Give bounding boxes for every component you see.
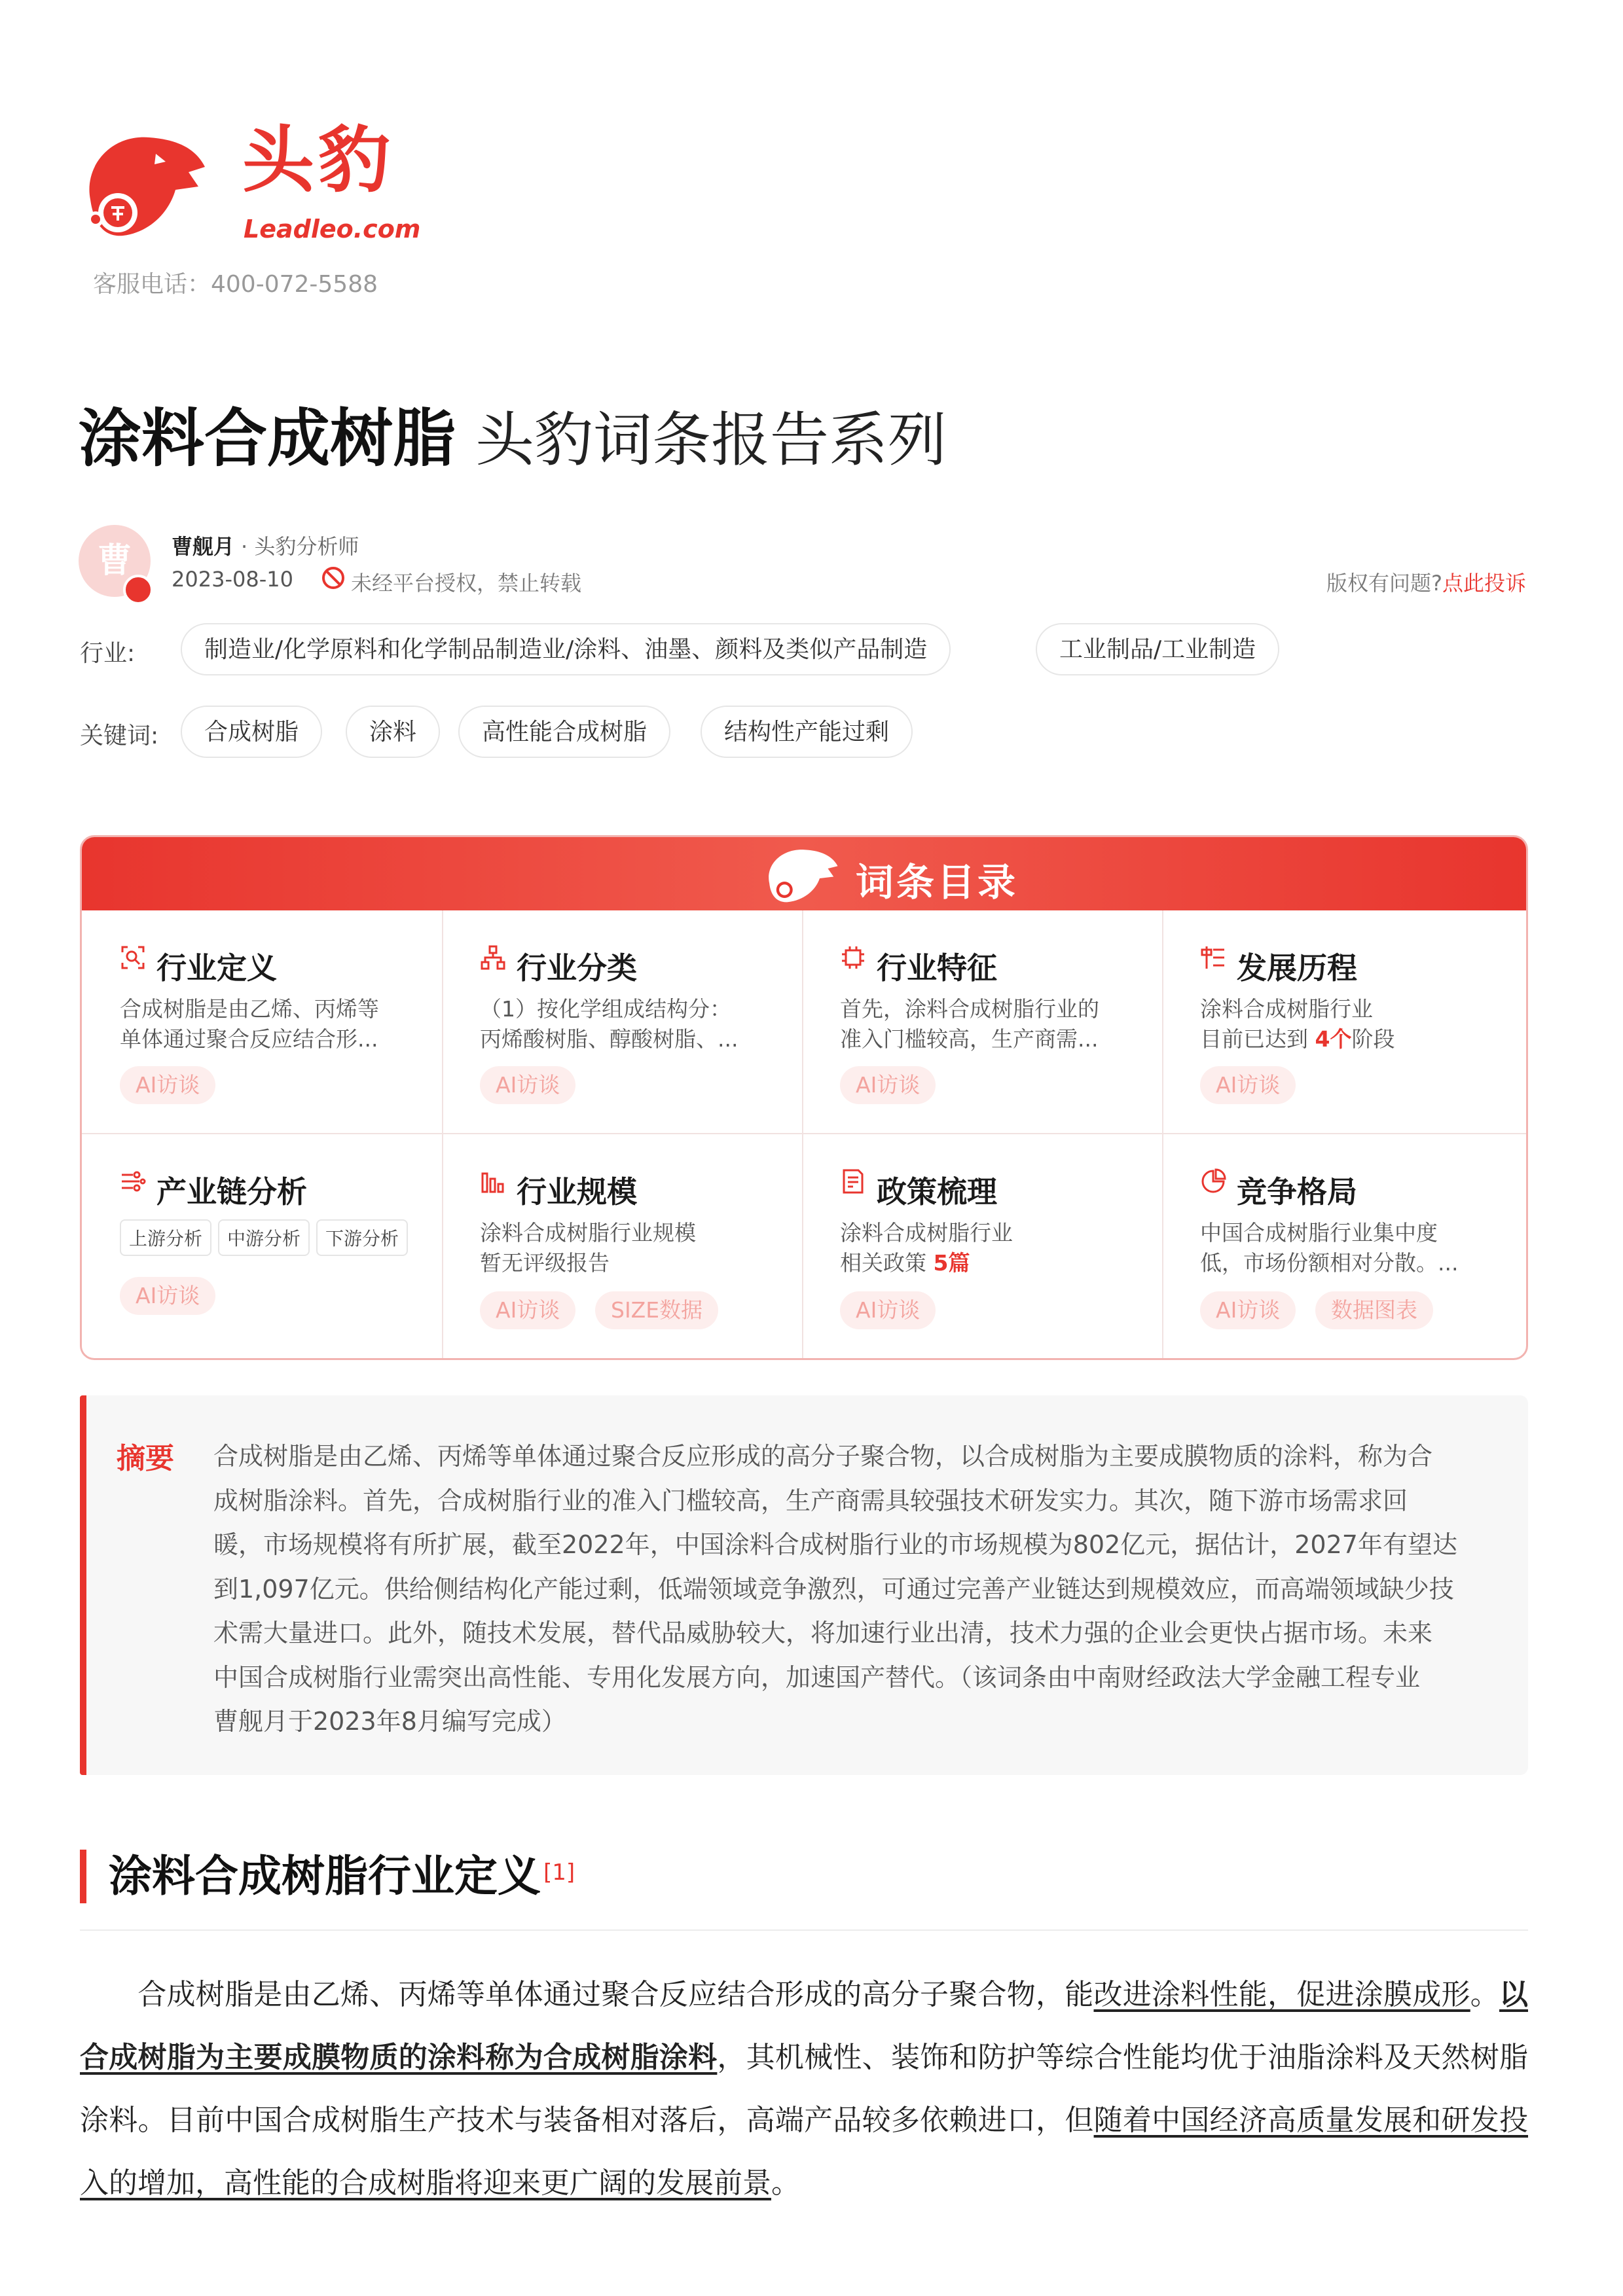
hierarchy-icon (480, 944, 506, 971)
copyright-question: 版权有问题? (1326, 571, 1442, 596)
avatar[interactable]: 曹 (79, 525, 151, 597)
ai-interview-button[interactable]: AI访谈 (840, 1066, 936, 1104)
pie-chart-icon (1200, 1168, 1226, 1194)
size-data-button[interactable]: SIZE数据 (595, 1291, 718, 1329)
summary-accent-bar (80, 1395, 86, 1775)
ai-interview-button[interactable]: AI访谈 (480, 1291, 575, 1329)
leopard-logo-icon (759, 842, 841, 908)
search-doc-icon (120, 944, 146, 971)
definition-paragraph: 合成树脂是由乙烯、丙烯等单体通过聚合反应结合形成的高分子聚合物，能改进涂料性能，促进涂膜成形。以合成树脂为主要成膜物质的涂料称为合成树脂涂料，其机械性、装饰和防护等综合性能均优于油脂涂料及天然树脂涂料。目前中国合成树脂生产技术与装备相对落后，高端产品较多依赖进口，但随着中国经济高质量发展和研发投入的增加，高性能的合成树脂将迎来更广阔的发展前景。 (80, 1978, 1529, 2200)
data-chart-button[interactable]: 数据图表 (1315, 1291, 1433, 1329)
keyword-tag[interactable]: 涂料 (346, 706, 440, 758)
keyword-tag[interactable]: 结构性产能过剩 (701, 706, 913, 758)
catalog-cell-policy[interactable] (840, 1134, 1200, 1360)
title-sub: 头豹词条报告系列 (475, 406, 947, 475)
section-accent-bar (80, 1850, 86, 1903)
cell-title: 竞争格局 (1237, 1174, 1357, 1210)
timeline-icon (1200, 944, 1226, 971)
summary-text: 合成树脂是由乙烯、丙烯等单体通过聚合反应形成的高分子聚合物，以合成树脂为主要成膜物质的涂料，称为合 成树脂涂料。首先，合成树脂行业的准入门槛较高，生产商需具较强技术研发实力。其次，随下游市场需求回 暖，市场规模将有所扩展，截至2022年，中国涂料合成树脂行业的市场规模为802亿元，据估计，2027年有望达 到1,097亿元。供给侧结构化产能过剩，低端领域竞争激烈，可通过完善产业链达到规模效应，而高端领域缺少技 术需大量进口。此外，随技术发展，替代品威胁较大，将加速行业出清，技术力强的企业会更快占据市场。未来 中国合成树脂行业需突出高性能、专用化发展方向，加速国产替代。（该词条由中南财经政法大学金融工程专业 曹舰月于2023年8月编写完成） (213, 1442, 1457, 1736)
industry-tag[interactable]: 工业制品/工业制造 (1036, 623, 1279, 675)
highlight-text: 改进涂料性能，促进涂膜成形 (1093, 1978, 1470, 2011)
industry-label: 行业: (80, 640, 136, 667)
complaint-link[interactable]: 点此投诉 (1442, 571, 1526, 596)
chip-icon (840, 944, 866, 971)
summary-label: 摘要 (117, 1442, 174, 1475)
summary-box (80, 1395, 1528, 1775)
no-repost-icon (322, 567, 344, 589)
upstream-analysis-tag[interactable]: 上游分析 (120, 1219, 211, 1256)
cell-summary: （1）按化学组成结构分： 丙烯酸树脂、醇酸树脂、... (480, 996, 739, 1052)
ai-interview-button[interactable]: AI访谈 (120, 1066, 215, 1104)
catalog-header (82, 837, 1526, 910)
ai-interview-button[interactable]: AI访谈 (120, 1277, 215, 1315)
cell-summary: 涂料合成树脂行业 目前已达到 4个阶段 (1200, 996, 1395, 1052)
cell-title: 行业定义 (156, 950, 277, 986)
bar-chart-icon (480, 1168, 506, 1194)
catalog-cell-chain[interactable] (120, 1134, 480, 1360)
cell-title: 发展历程 (1237, 950, 1357, 986)
ai-interview-button[interactable]: AI访谈 (1200, 1291, 1296, 1329)
cell-summary: 中国合成树脂行业集中度 低，市场份额相对分散。... (1200, 1220, 1459, 1276)
cell-summary: 涂料合成树脂行业 相关政策 5篇 (840, 1220, 1013, 1276)
section-divider (80, 1929, 1528, 1931)
cell-summary: 首先，涂料合成树脂行业的 准入门槛较高，生产商需... (840, 996, 1099, 1052)
catalog-cell-definition[interactable] (120, 910, 480, 1133)
catalog-card (80, 835, 1528, 1360)
keywords-label: 关键词: (80, 723, 159, 749)
chain-icon (120, 1168, 146, 1194)
avatar-badge-icon (123, 575, 153, 605)
downstream-analysis-tag[interactable]: 下游分析 (316, 1219, 408, 1256)
ai-interview-button[interactable]: AI访谈 (480, 1066, 575, 1104)
repost-notice: 未经平台授权，禁止转载 (351, 571, 582, 596)
policy-doc-icon (840, 1168, 866, 1194)
highlight-text: 随着中国经济高质量发展和研发投入的增加，高性能的合成树脂将迎来更广阔的发展前景 (80, 2104, 1529, 2200)
catalog-cell-competition[interactable] (1200, 1134, 1528, 1360)
publish-date: 2023-08-10 (172, 567, 293, 592)
author-name[interactable]: 曹舰月 (172, 534, 235, 559)
cell-summary: 涂料合成树脂行业规模 暂无评级报告 (480, 1220, 696, 1276)
keyword-tag[interactable]: 合成树脂 (181, 706, 322, 758)
catalog-title: 词条目录 (856, 860, 1019, 905)
author-role: · 头豹分析师 (241, 534, 359, 559)
catalog-cell-classification[interactable] (480, 910, 840, 1133)
cell-title: 行业特征 (877, 950, 997, 986)
copyright-notice (1326, 567, 1526, 597)
cell-title: 产业链分析 (156, 1174, 307, 1210)
highlight-text: 以合成树脂为主要成膜物质的涂料称为合成树脂涂料 (80, 1978, 1528, 2074)
cell-title: 行业规模 (517, 1174, 637, 1210)
cell-title: 政策梳理 (877, 1174, 997, 1210)
reference-link[interactable]: [1] (543, 1859, 575, 1886)
ai-interview-button[interactable]: AI访谈 (1200, 1066, 1296, 1104)
page-title (79, 402, 947, 475)
catalog-cell-features[interactable] (840, 910, 1200, 1133)
keyword-tag[interactable]: 高性能合成树脂 (458, 706, 670, 758)
cell-title: 行业分类 (517, 950, 637, 986)
catalog-cell-history[interactable] (1200, 910, 1528, 1133)
section-title: 涂料合成树脂行业定义 [1] (109, 1851, 575, 1901)
cell-summary: 合成树脂是由乙烯、丙烯等 单体通过聚合反应结合形... (120, 996, 379, 1052)
industry-tag[interactable]: 制造业/化学原料和化学制品制造业/涂料、油墨、颜料及类似产品制造 (181, 623, 951, 675)
brand-name-en[interactable]: Leadleo.com (244, 215, 421, 243)
ai-interview-button[interactable]: AI访谈 (840, 1291, 936, 1329)
midstream-analysis-tag[interactable]: 中游分析 (218, 1219, 310, 1256)
service-phone: 客服电话：400-072-5588 (93, 271, 378, 298)
catalog-cell-scale[interactable] (480, 1134, 840, 1360)
brand-name-cn: 头豹 (242, 118, 394, 202)
leopard-logo-icon (77, 121, 208, 252)
title-main: 涂料合成树脂 (79, 402, 456, 475)
